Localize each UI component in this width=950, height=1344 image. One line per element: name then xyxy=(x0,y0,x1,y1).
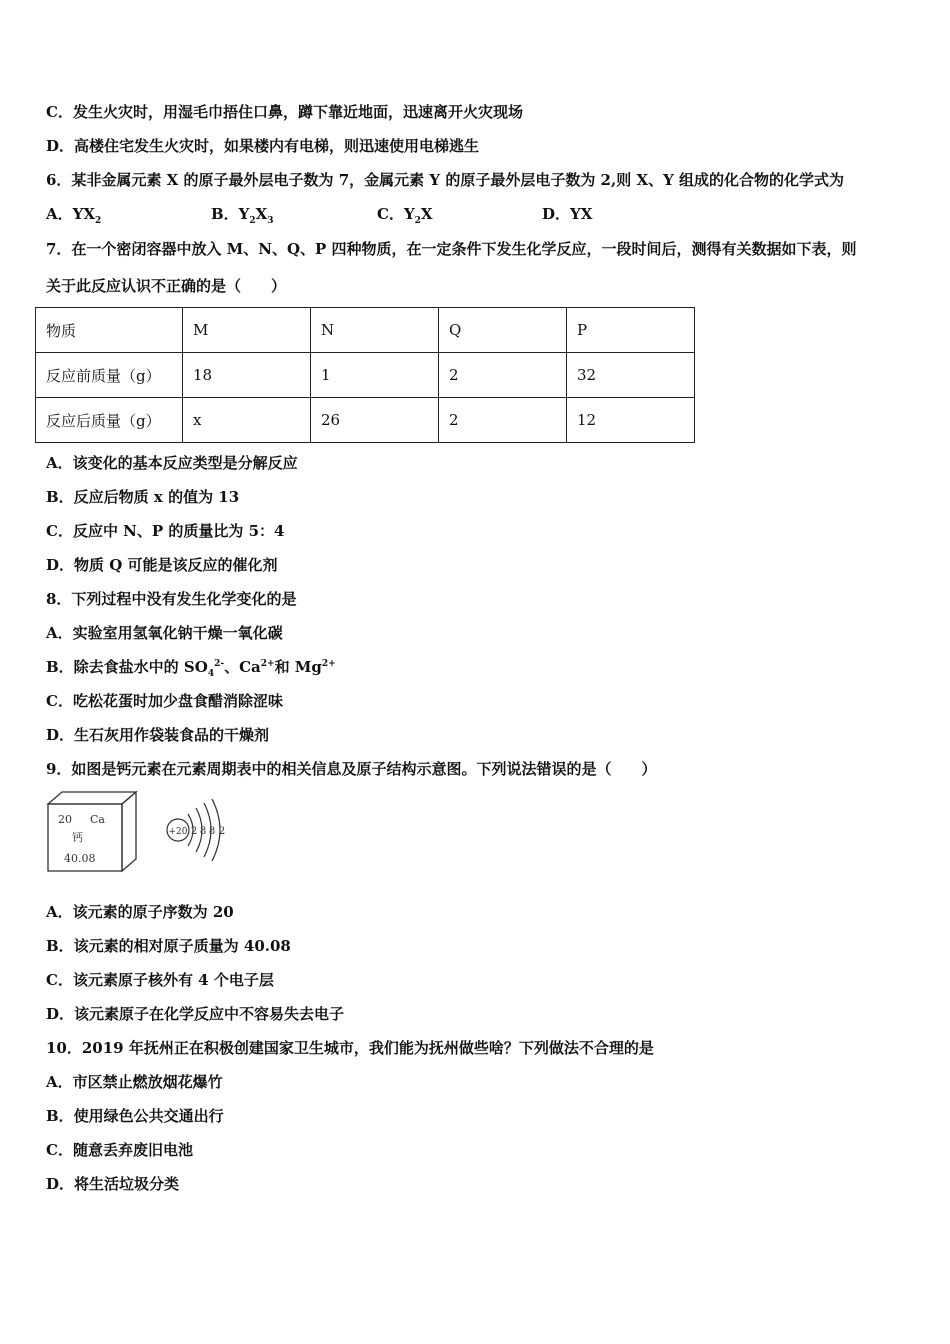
question-9: 9．如图是钙元素在元素周期表中的相关信息及原子结构示意图。下列说法错误的是（ ） xyxy=(46,760,657,778)
question-7-cont: 关于此反应认识不正确的是（ ） xyxy=(46,277,287,295)
nucleus-charge: +20 xyxy=(168,827,188,837)
table-cell: 物质 xyxy=(36,308,183,353)
option-line: D．生石灰用作袋装食品的干燥剂 xyxy=(46,726,270,744)
table-cell: N xyxy=(311,308,439,353)
atomic-number: 20 xyxy=(58,813,72,826)
option-line: C．吃松花蛋时加少盘食醋消除涩味 xyxy=(46,692,283,710)
table-cell: Q xyxy=(439,308,567,353)
table-cell: P xyxy=(567,308,695,353)
q6-option-c: C．$Y_2X$ xyxy=(377,205,433,226)
table-cell: M xyxy=(183,308,311,353)
shell-electrons: 8 xyxy=(208,826,216,837)
element-symbol: Ca xyxy=(90,813,105,826)
option-line: C．随意丢弃废旧电池 xyxy=(46,1141,193,1159)
option-line: A．市区禁止燃放烟花爆竹 xyxy=(46,1073,223,1091)
table-row xyxy=(36,353,695,398)
table-cell: 反应前质量（g） xyxy=(36,353,183,398)
question-6: 6．某非金属元素 X 的原子最外层电子数为 7，金属元素 Y 的原子最外层电子数为 2,则 X、Y 组成的化合物的化学式为 xyxy=(46,171,845,189)
table-cell: 2 xyxy=(439,398,567,443)
table-header-row xyxy=(36,308,695,353)
shell-electrons: 2 xyxy=(190,826,198,837)
table-cell: 32 xyxy=(567,353,695,398)
table-cell: 12 xyxy=(567,398,695,443)
shell-electrons: 2 xyxy=(218,826,226,837)
table-cell: 2 xyxy=(439,353,567,398)
element-name: 钙 xyxy=(72,831,83,844)
q6-option-d: D．YX xyxy=(542,205,593,223)
option-line: D．物质 Q 可能是该反应的催化剂 xyxy=(46,556,278,574)
option-line: B．除去食盐水中的 $SO_4^{2-}$、$Ca^{2+}$和 $Mg^{2+}$ xyxy=(46,658,336,679)
option-line: C．该元素原子核外有 4 个电子层 xyxy=(46,971,274,989)
table-cell: 26 xyxy=(311,398,439,443)
option-line: B．该元素的相对原子质量为 40.08 xyxy=(46,937,291,955)
option-line: D．该元素原子在化学反应中不容易失去电子 xyxy=(46,1005,345,1023)
question-8: 8．下列过程中没有发生化学变化的是 xyxy=(46,590,297,608)
table-cell: 18 xyxy=(183,353,311,398)
option-line: B．使用绿色公共交通出行 xyxy=(46,1107,224,1125)
table-cell: x xyxy=(183,398,311,443)
mass-table xyxy=(35,307,695,443)
table-cell: 1 xyxy=(311,353,439,398)
table-row xyxy=(36,398,695,443)
option-line: D．将生活垃圾分类 xyxy=(46,1175,180,1193)
element-cube xyxy=(48,792,136,871)
shell-electrons: 8 xyxy=(199,826,207,837)
question-10: 10．2019 年抚州正在积极创建国家卫生城市，我们能为抚州做些啥？下列做法不合理的是 xyxy=(46,1039,654,1057)
q6-option-b: B．$Y_2X_3$ xyxy=(211,205,274,226)
question-7: 7．在一个密闭容器中放入 M、N、Q、P 四种物质，在一定条件下发生化学反应，一段时间后，测得有关数据如下表，则 xyxy=(46,240,857,258)
atom-diagram xyxy=(167,799,225,861)
option-line: D．高楼住宅发生火灾时，如果楼内有电梯，则迅速使用电梯逃生 xyxy=(46,137,480,155)
option-line: A．该变化的基本反应类型是分解反应 xyxy=(46,454,298,472)
option-line: A．该元素的原子序数为 20 xyxy=(46,903,234,921)
table-cell: 反应后质量（g） xyxy=(36,398,183,443)
q6-option-a: A．$YX_2$ xyxy=(46,205,102,226)
option-line: A．实验室用氢氧化钠干燥一氧化碳 xyxy=(46,624,283,642)
atomic-mass: 40.08 xyxy=(64,852,96,865)
option-line: C．反应中 N、P 的质量比为 5：4 xyxy=(46,522,285,540)
calcium-figure xyxy=(46,790,236,875)
option-line: C．发生火灾时，用湿毛巾捂住口鼻，蹲下靠近地面，迅速离开火灾现场 xyxy=(46,103,523,121)
option-line: B．反应后物质 x 的值为 13 xyxy=(46,488,240,506)
